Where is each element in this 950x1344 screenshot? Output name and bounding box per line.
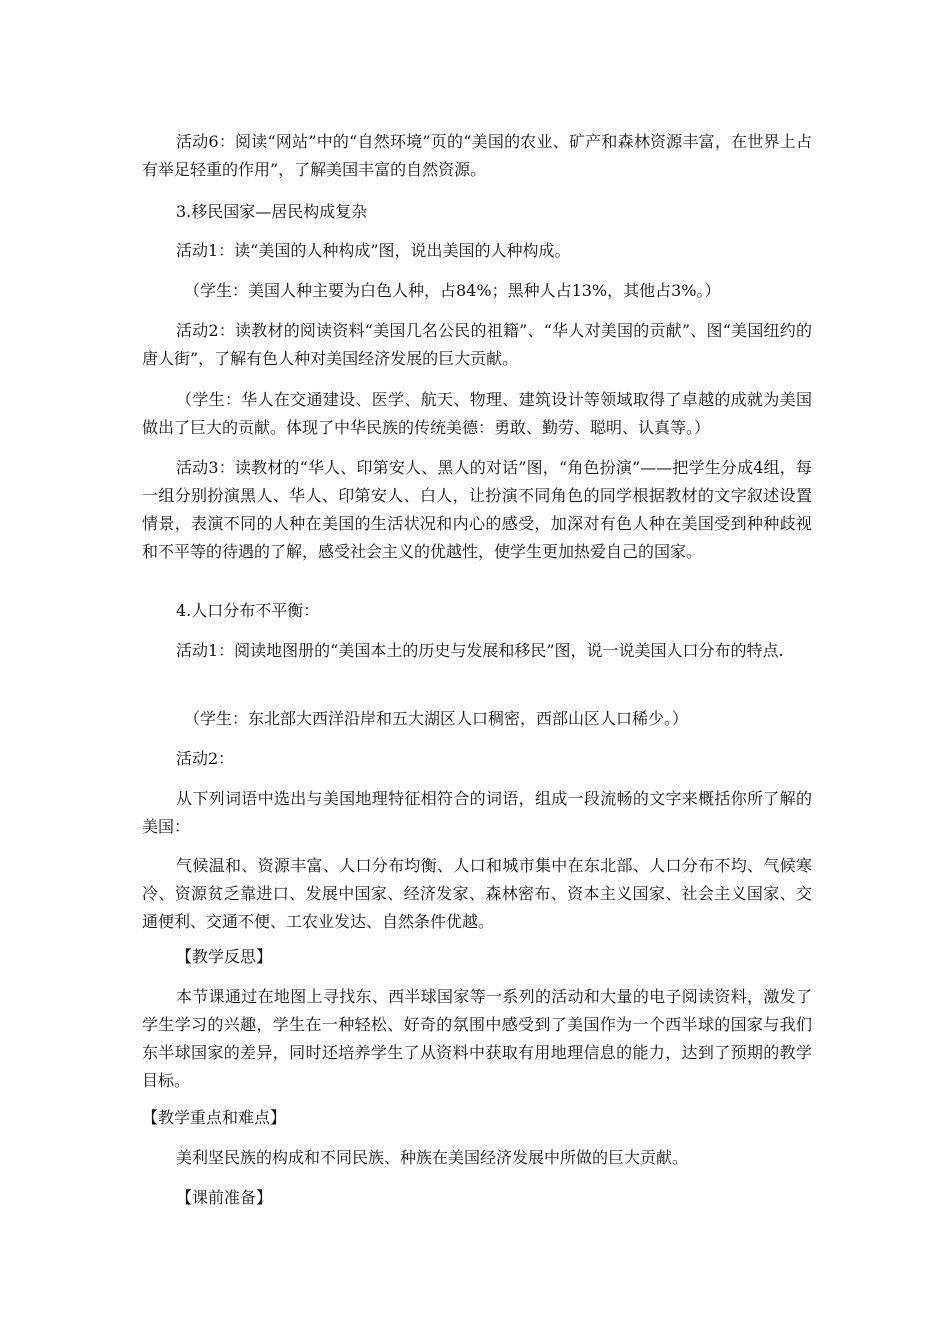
paragraph-activity-2-label: 活动2：: [176, 749, 235, 768]
paragraph-word-list: 气候温和、资源丰富、人口分布均衡、人口和城市集中在东北部、人口分布不均、气候寒冷、资源贫乏靠进口、发展中国家、经济发家、森林密布、资本主义国家、社会主义国家、交通便利、交通不便、工农业发达、自然条件优越。: [142, 856, 812, 931]
heading-teaching-reflection: 【教学反思】: [176, 947, 273, 966]
paragraph-activity-6: 活动6：阅读“网站”中的“自然环境”页的“美国的农业、矿产和森林资源丰富，在世界上占有举足轻重的作用”，了解美国丰富的自然资源。: [142, 132, 812, 179]
paragraph-student-answer-chinese: （学生：华人在交通建设、医学、航天、物理、建筑设计等领域取得了卓越的成就为美国做出了巨大的贡献。体现了中华民族的传统美德：勇敢、勤劳、聪明、认真等。）: [142, 390, 812, 437]
paragraph-activity-1-population: 活动1：阅读地图册的“美国本土的历史与发展和移民”图，说一说美国人口分布的特点.: [176, 641, 784, 660]
paragraph-reflection-body: 本节课通过在地图上寻找东、西半球国家等一系列的活动和大量的电子阅读资料，激发了学生学习的兴趣，学生在一种轻松、好奇的氛围中感受到了美国作为一个西半球的国家与我们东半球国家的差异，同时还培养学生了从资料中获取有用地理信息的能力，达到了预期的教学目标。: [142, 987, 812, 1090]
paragraph-activity-1-race: 活动1：读“美国的人种构成”图，说出美国的人种构成。: [176, 241, 571, 260]
paragraph-activity-3-roleplay: 活动3：读教材的“华人、印第安人、黑人的对话”图，“角色扮演”——把学生分成4组，每一组分别扮演黑人、华人、印第安人、白人，让扮演不同角色的同学根据教材的文字叙述设置情景，表演不同的人种在美国的生活状况和内心的感受，加深对有色人种在美国受到种种歧视和不平等的待遇的了解，感受社会主义的优越性，使学生更加热爱自己的国家。: [142, 458, 812, 561]
paragraph-student-answer-race: （学生：美国人种主要为白色人种，占84%；黑种人占13%，其他占3%。）: [184, 281, 721, 300]
paragraph-activity-2-contribution: 活动2：读教材的阅读资料“美国几名公民的祖籍”、“华人对美国的贡献”、图“美国纽约的唐人街”，了解有色人种对美国经济发展的巨大贡献。: [142, 321, 812, 368]
paragraph-key-points-body: 美利坚民族的构成和不同民族、种族在美国经济发展中所做的巨大贡献。: [176, 1148, 689, 1167]
heading-immigrant-country: 3.移民国家—居民构成复杂: [176, 202, 368, 221]
heading-key-points: 【教学重点和难点】: [142, 1108, 287, 1127]
paragraph-student-answer-population: （学生：东北部大西洋沿岸和五大湖区人口稠密，西部山区人口稀少。）: [184, 709, 689, 728]
paragraph-word-selection-instructions: 从下列词语中选出与美国地理特征相符合的词语，组成一段流畅的文字来概括你所了解的美国：: [142, 789, 812, 836]
heading-preparation: 【课前准备】: [176, 1188, 273, 1207]
heading-population-distribution: 4.人口分布不平衡：: [176, 601, 320, 620]
